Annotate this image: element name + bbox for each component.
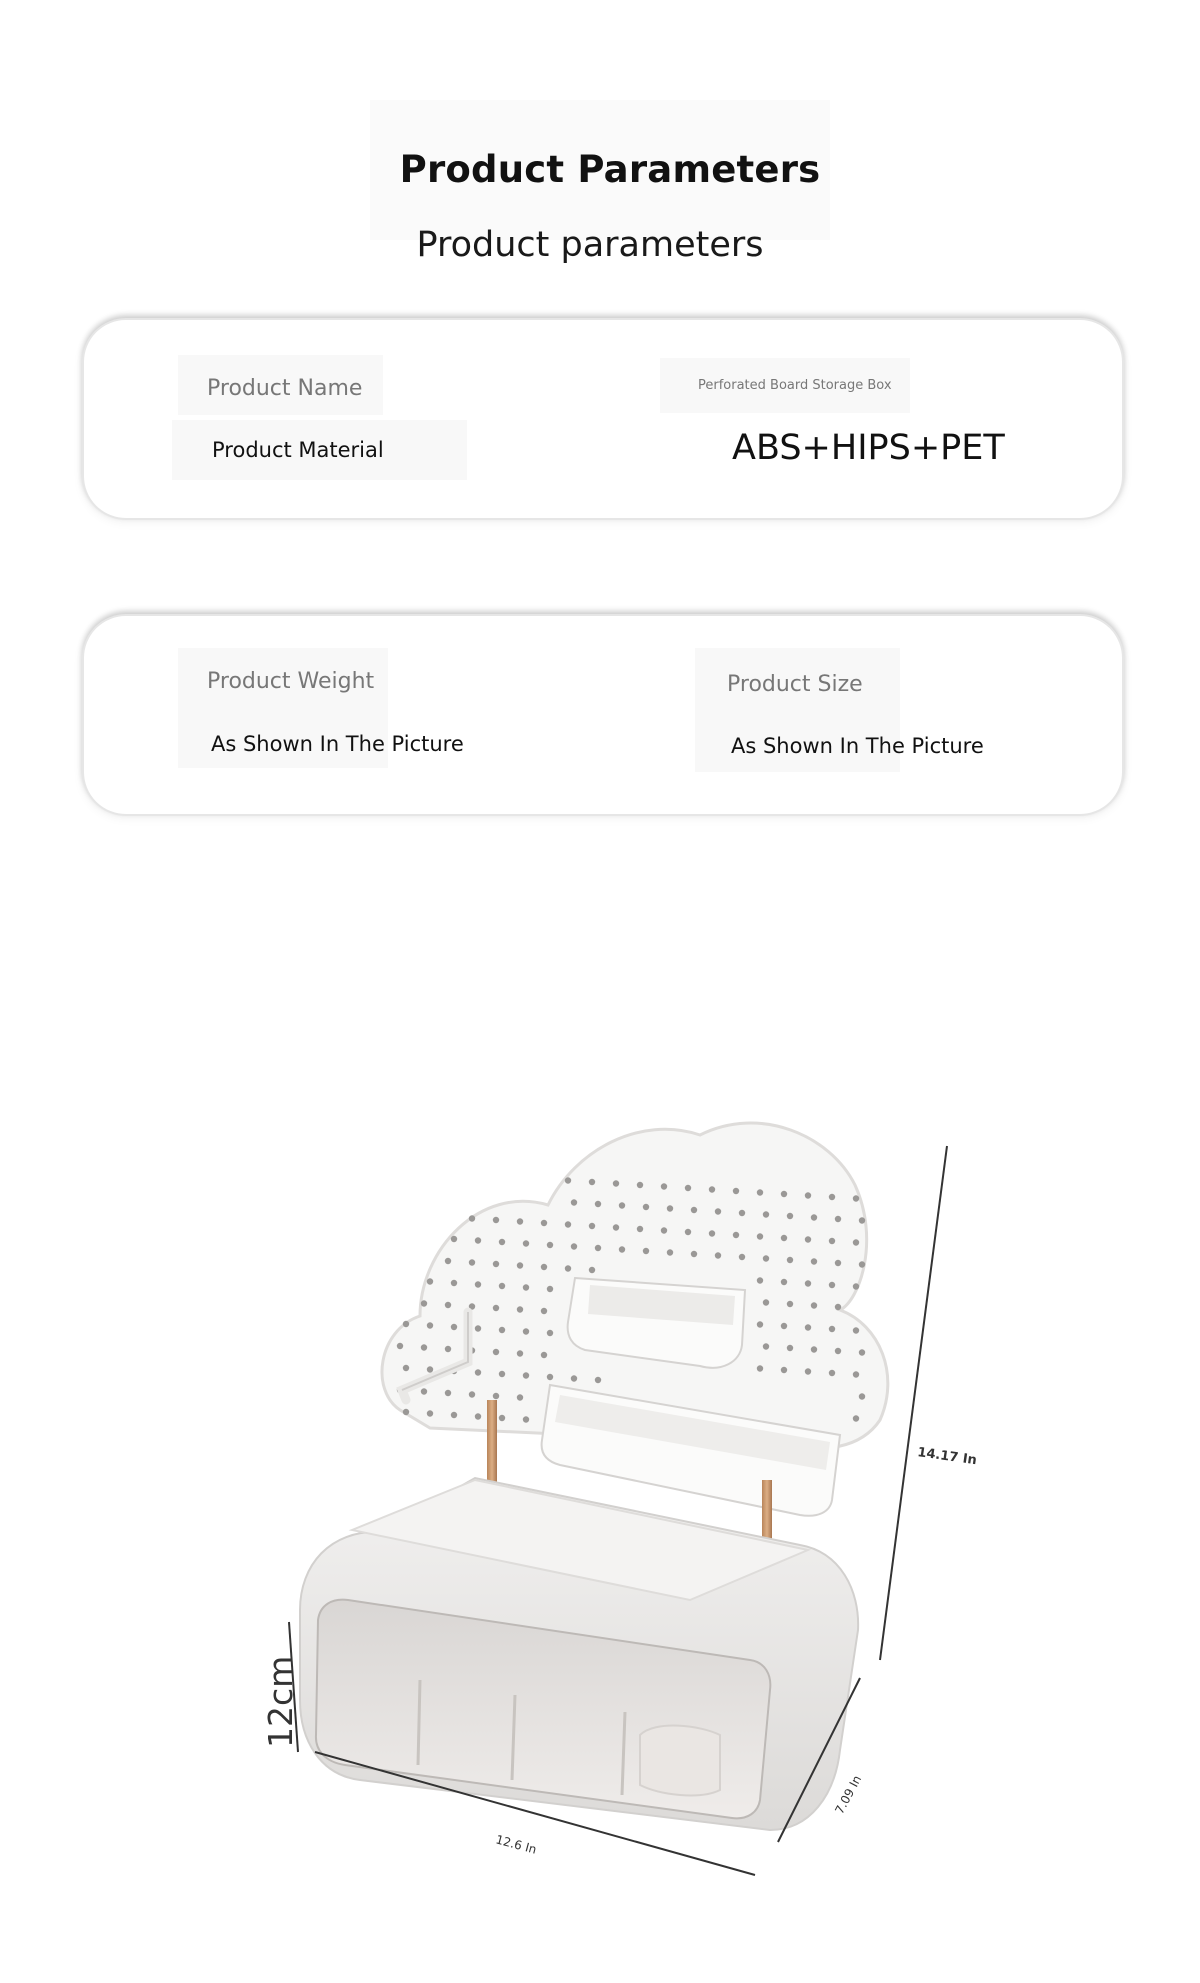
pegboard-hole bbox=[637, 1226, 643, 1232]
pegboard-hole bbox=[811, 1214, 817, 1220]
pegboard-hole bbox=[445, 1346, 451, 1352]
dimension-box-height: 12cm bbox=[261, 1655, 300, 1748]
pegboard-hole bbox=[637, 1182, 643, 1188]
pegboard-hole bbox=[805, 1324, 811, 1330]
pegboard-hole bbox=[835, 1348, 841, 1354]
pegboard-hole bbox=[589, 1179, 595, 1185]
pegboard-hole bbox=[781, 1279, 787, 1285]
pegboard-hole bbox=[589, 1223, 595, 1229]
page-subtitle: Product parameters bbox=[416, 225, 764, 265]
pegboard-hole bbox=[523, 1372, 529, 1378]
pegboard-hole bbox=[565, 1177, 571, 1183]
pegboard-hole bbox=[829, 1282, 835, 1288]
pegboard-hole bbox=[757, 1365, 763, 1371]
pegboard-hole bbox=[541, 1352, 547, 1358]
pegboard-hole bbox=[499, 1239, 505, 1245]
pegboard-hole bbox=[571, 1243, 577, 1249]
pegboard-hole bbox=[763, 1299, 769, 1305]
dimension-width: 12.6 In bbox=[494, 1832, 539, 1857]
pegboard-hole bbox=[619, 1202, 625, 1208]
pegboard-hole bbox=[757, 1189, 763, 1195]
product-name-value: Perforated Board Storage Box bbox=[698, 378, 892, 393]
pegboard-hole bbox=[613, 1180, 619, 1186]
pegboard-hole bbox=[517, 1394, 523, 1400]
pegboard-hole bbox=[787, 1301, 793, 1307]
pegboard-hole bbox=[781, 1235, 787, 1241]
pegboard-hole bbox=[805, 1236, 811, 1242]
pegboard-hole bbox=[811, 1346, 817, 1352]
pegboard-hole bbox=[859, 1393, 865, 1399]
pegboard-hole bbox=[499, 1283, 505, 1289]
pegboard-hole bbox=[571, 1199, 577, 1205]
pegboard-hole bbox=[787, 1213, 793, 1219]
pegboard-hole bbox=[805, 1368, 811, 1374]
pegboard-hole bbox=[829, 1370, 835, 1376]
pegboard-hole bbox=[421, 1300, 427, 1306]
pegboard-hole bbox=[451, 1412, 457, 1418]
pegboard-hole bbox=[541, 1308, 547, 1314]
pegboard-hole bbox=[421, 1344, 427, 1350]
pegboard-hole bbox=[517, 1350, 523, 1356]
pegboard-hole bbox=[427, 1322, 433, 1328]
pegboard-hole bbox=[787, 1345, 793, 1351]
pegboard-hole bbox=[787, 1257, 793, 1263]
pegboard-hole bbox=[685, 1229, 691, 1235]
pegboard-hole bbox=[829, 1194, 835, 1200]
pegboard-hole bbox=[733, 1188, 739, 1194]
pegboard-hole bbox=[613, 1224, 619, 1230]
pegboard-hole bbox=[853, 1327, 859, 1333]
pegboard-hole bbox=[661, 1227, 667, 1233]
pegboard-hole bbox=[499, 1371, 505, 1377]
pegboard-hole bbox=[589, 1267, 595, 1273]
pegboard-hole bbox=[859, 1261, 865, 1267]
pegboard-hole bbox=[733, 1232, 739, 1238]
pegboard-hole bbox=[709, 1230, 715, 1236]
product-weight-value: As Shown In The Picture bbox=[211, 732, 464, 756]
pegboard-hole bbox=[475, 1325, 481, 1331]
pegboard-hole bbox=[403, 1321, 409, 1327]
pegboard-hole bbox=[715, 1252, 721, 1258]
dimension-depth: 7.09 In bbox=[832, 1773, 865, 1817]
pegboard-hole bbox=[763, 1255, 769, 1261]
product-name-label: Product Name bbox=[207, 376, 363, 401]
pegboard-hole bbox=[709, 1186, 715, 1192]
pegboard-hole bbox=[757, 1233, 763, 1239]
pegboard-hole bbox=[667, 1205, 673, 1211]
pegboard-hole bbox=[493, 1261, 499, 1267]
pegboard-hole bbox=[661, 1183, 667, 1189]
page-title: Product Parameters bbox=[399, 148, 821, 191]
params-card-name-material bbox=[82, 318, 1124, 520]
pegboard-hole bbox=[805, 1280, 811, 1286]
pegboard-hole bbox=[445, 1258, 451, 1264]
pegboard-hole bbox=[835, 1260, 841, 1266]
pegboard-hole bbox=[619, 1246, 625, 1252]
pegboard-hole bbox=[739, 1254, 745, 1260]
pegboard-hole bbox=[859, 1349, 865, 1355]
pegboard-hole bbox=[811, 1302, 817, 1308]
pegboard-hole bbox=[595, 1201, 601, 1207]
pegboard-hole bbox=[445, 1302, 451, 1308]
pegboard-hole bbox=[859, 1217, 865, 1223]
pegboard-hole bbox=[475, 1237, 481, 1243]
pegboard-hole bbox=[475, 1413, 481, 1419]
pegboard-hole bbox=[643, 1248, 649, 1254]
pegboard-hole bbox=[595, 1377, 601, 1383]
pegboard-hole bbox=[427, 1366, 433, 1372]
pegboard-hole bbox=[499, 1415, 505, 1421]
pegboard-hole bbox=[451, 1324, 457, 1330]
pegboard-hole bbox=[691, 1251, 697, 1257]
product-size-label: Product Size bbox=[727, 672, 863, 697]
pegboard-hole bbox=[451, 1236, 457, 1242]
pegboard-hole bbox=[691, 1207, 697, 1213]
pegboard-hole bbox=[523, 1328, 529, 1334]
pegboard-hole bbox=[403, 1409, 409, 1415]
pegboard-hole bbox=[805, 1192, 811, 1198]
pegboard-hole bbox=[571, 1375, 577, 1381]
pegboard-hole bbox=[493, 1393, 499, 1399]
pegboard-hole bbox=[451, 1280, 457, 1286]
pegboard-hole bbox=[829, 1326, 835, 1332]
dimension-height-total: 14.17 In bbox=[916, 1445, 978, 1469]
pegboard-hole bbox=[541, 1264, 547, 1270]
pegboard-hole bbox=[493, 1217, 499, 1223]
pegboard-hole bbox=[643, 1204, 649, 1210]
pegboard-hole bbox=[469, 1215, 475, 1221]
pegboard-hole bbox=[853, 1195, 859, 1201]
pegboard-hole bbox=[475, 1369, 481, 1375]
pegboard-hole bbox=[493, 1349, 499, 1355]
pegboard-hole bbox=[523, 1284, 529, 1290]
pegboard-hole bbox=[517, 1218, 523, 1224]
pegboard-hole bbox=[445, 1390, 451, 1396]
pegboard-hole bbox=[781, 1323, 787, 1329]
pegboard-hole bbox=[763, 1343, 769, 1349]
product-material-value: ABS+HIPS+PET bbox=[732, 428, 1005, 468]
product-size-value: As Shown In The Picture bbox=[731, 734, 984, 758]
pegboard-hole bbox=[853, 1415, 859, 1421]
pegboard-hole bbox=[811, 1258, 817, 1264]
pegboard-hole bbox=[547, 1286, 553, 1292]
pegboard-hole bbox=[517, 1262, 523, 1268]
pegboard-hole bbox=[781, 1191, 787, 1197]
pegboard-hole bbox=[565, 1265, 571, 1271]
product-weight-label: Product Weight bbox=[207, 669, 375, 694]
pegboard-hole bbox=[763, 1211, 769, 1217]
pegboard-hole bbox=[829, 1238, 835, 1244]
product-material-label: Product Material bbox=[212, 438, 384, 462]
pegboard-hole bbox=[493, 1305, 499, 1311]
pegboard-hole bbox=[547, 1374, 553, 1380]
pegboard-hole bbox=[421, 1388, 427, 1394]
pegboard-hole bbox=[715, 1208, 721, 1214]
pegboard-hole bbox=[781, 1367, 787, 1373]
pegboard-hole bbox=[685, 1185, 691, 1191]
pegboard-hole bbox=[397, 1343, 403, 1349]
pegboard-hole bbox=[469, 1259, 475, 1265]
pegboard-hole bbox=[835, 1304, 841, 1310]
pegboard-hole bbox=[523, 1416, 529, 1422]
product-illustration bbox=[0, 1080, 1200, 1980]
pegboard-hole bbox=[541, 1220, 547, 1226]
pegboard-hole bbox=[499, 1327, 505, 1333]
pegboard-hole bbox=[523, 1240, 529, 1246]
pegboard-hole bbox=[757, 1277, 763, 1283]
pegboard-hole bbox=[403, 1365, 409, 1371]
pegboard-hole bbox=[469, 1391, 475, 1397]
pegboard-hole bbox=[475, 1281, 481, 1287]
pegboard-hole bbox=[427, 1278, 433, 1284]
pegboard-hole bbox=[739, 1210, 745, 1216]
pegboard-hole bbox=[667, 1249, 673, 1255]
pegboard-hole bbox=[835, 1216, 841, 1222]
pegboard-hole bbox=[853, 1283, 859, 1289]
pegboard-hole bbox=[757, 1321, 763, 1327]
pegboard-hole bbox=[547, 1242, 553, 1248]
pegboard-hole bbox=[427, 1410, 433, 1416]
pegboard-hole bbox=[853, 1239, 859, 1245]
pegboard-hole bbox=[853, 1371, 859, 1377]
pegboard-hole bbox=[595, 1245, 601, 1251]
pegboard-hole bbox=[565, 1221, 571, 1227]
pegboard-hole bbox=[517, 1306, 523, 1312]
pegboard-hole bbox=[547, 1330, 553, 1336]
storage-box-drawing bbox=[0, 1080, 1200, 1980]
